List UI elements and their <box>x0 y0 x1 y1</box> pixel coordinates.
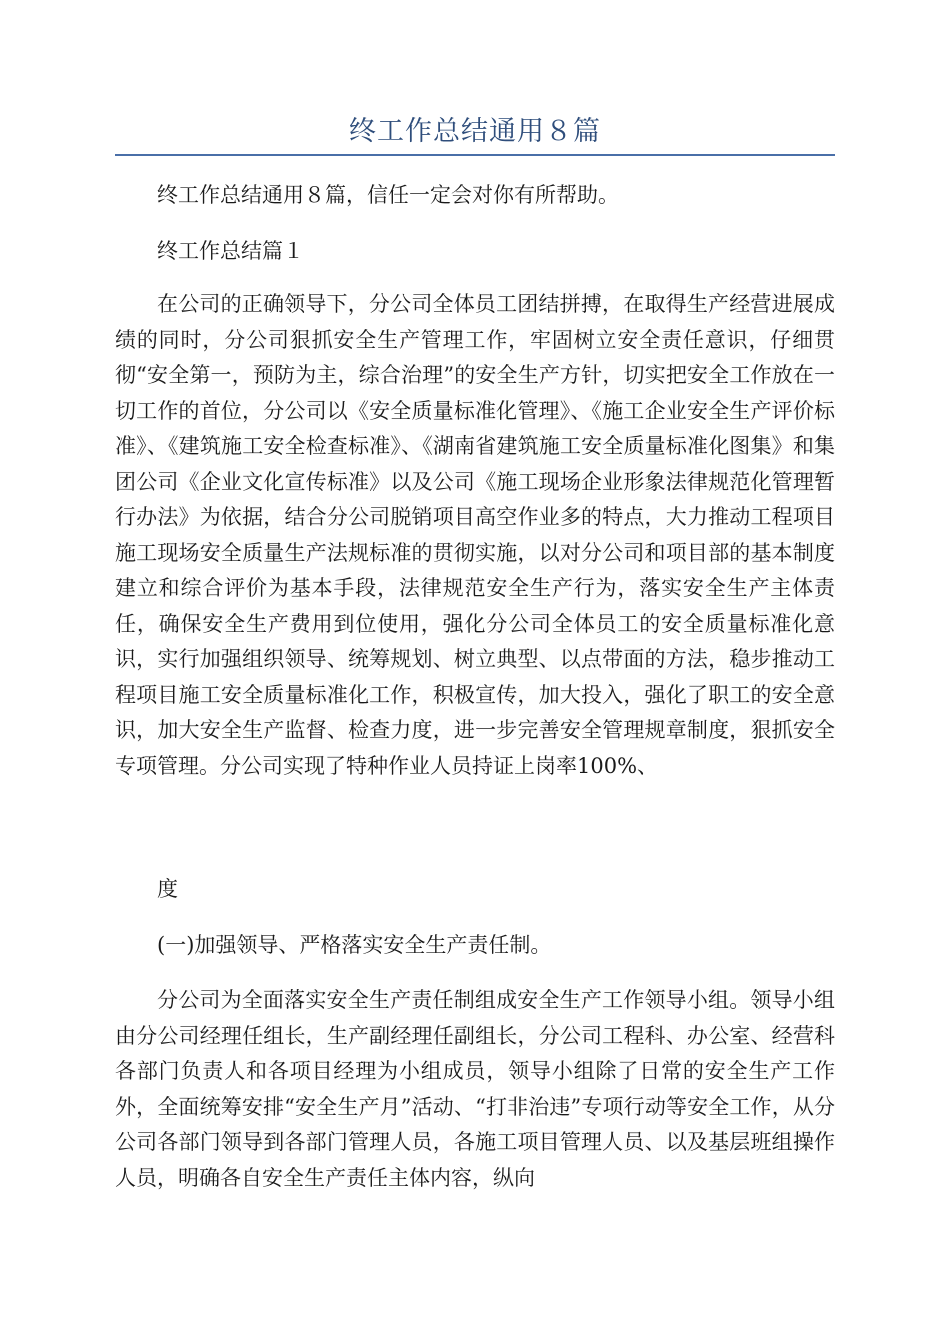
main-paragraph: 在公司的正确领导下，分公司全体员工团结拼搏，在取得生产经营进展成绩的同时，分公司狠抓安全生产管理工作，牢固树立安全责任意识，仔细贯彻“安全第一，预防为主，综合治理”的安全生产方针，切实把安全工作放在一切工作的首位，分公司以《安全质量标准化管理》、《施工企业安全生产评价标准》、《建筑施工安全检查标准》、《湖南省建筑施工安全质量标准化图集》和集团公司《企业文化宣传标准》以及公司《施工现场企业形象法律规范化管理暂行办法》为依据，结合分公司脱销项目高空作业多的特点，大力推动工程项目施工现场安全质量生产法规标准的贯彻实施，以对分公司和项目部的基本制度建立和综合评价为基本手段，法律规范安全生产行为，落实安全生产主体责任，确保安全生产费用到位使用，强化分公司全体员工的安全质量标准化意识，实行加强组织领导、统筹规划、树立典型、以点带面的方法，稳步推动工程项目施工安全质量标准化工作，积极宣传，加大投入，强化了职工的安全意识，加大安全生产监督、检查力度，进一步完善安全管理规章制度，狠抓安全专项管理。分公司实现了特种作业人员持证上岗率100%、 <box>115 292 835 778</box>
fragment-paragraph: 度 <box>157 877 178 901</box>
title-underline <box>115 154 835 156</box>
second-paragraph: 分公司为全面落实安全生产责任制组成安全生产工作领导小组。领导小组由分公司经理任组长，生产副经理任副组长，分公司工程科、办公室、经营科各部门负责人和各项目经理为小组成员，领导小组除了日常的安全生产工作外，全面统筹安排“安全生产月”活动、“打非治违”专项行动等安全工作，从分公司各部门领导到各部门管理人员，各施工项目管理人员、以及基层班组操作人员，明确各自安全生产责任主体内容，纵向 <box>115 988 835 1190</box>
second-paragraph-block <box>115 983 835 1196</box>
intro-paragraph-block <box>115 178 835 214</box>
intro-paragraph: 终工作总结通用８篇，信任一定会对你有所帮助。 <box>157 183 619 207</box>
fragment-paragraph-block <box>115 872 835 908</box>
main-paragraph-block <box>115 287 835 784</box>
section-heading-block <box>115 234 835 270</box>
section-heading: 终工作总结篇１ <box>157 239 304 263</box>
document-title: 终工作总结通用８篇 <box>349 116 601 147</box>
subheading: (一)加强领导、严格落实安全生产责任制。 <box>157 933 552 957</box>
subheading-block <box>115 928 835 964</box>
